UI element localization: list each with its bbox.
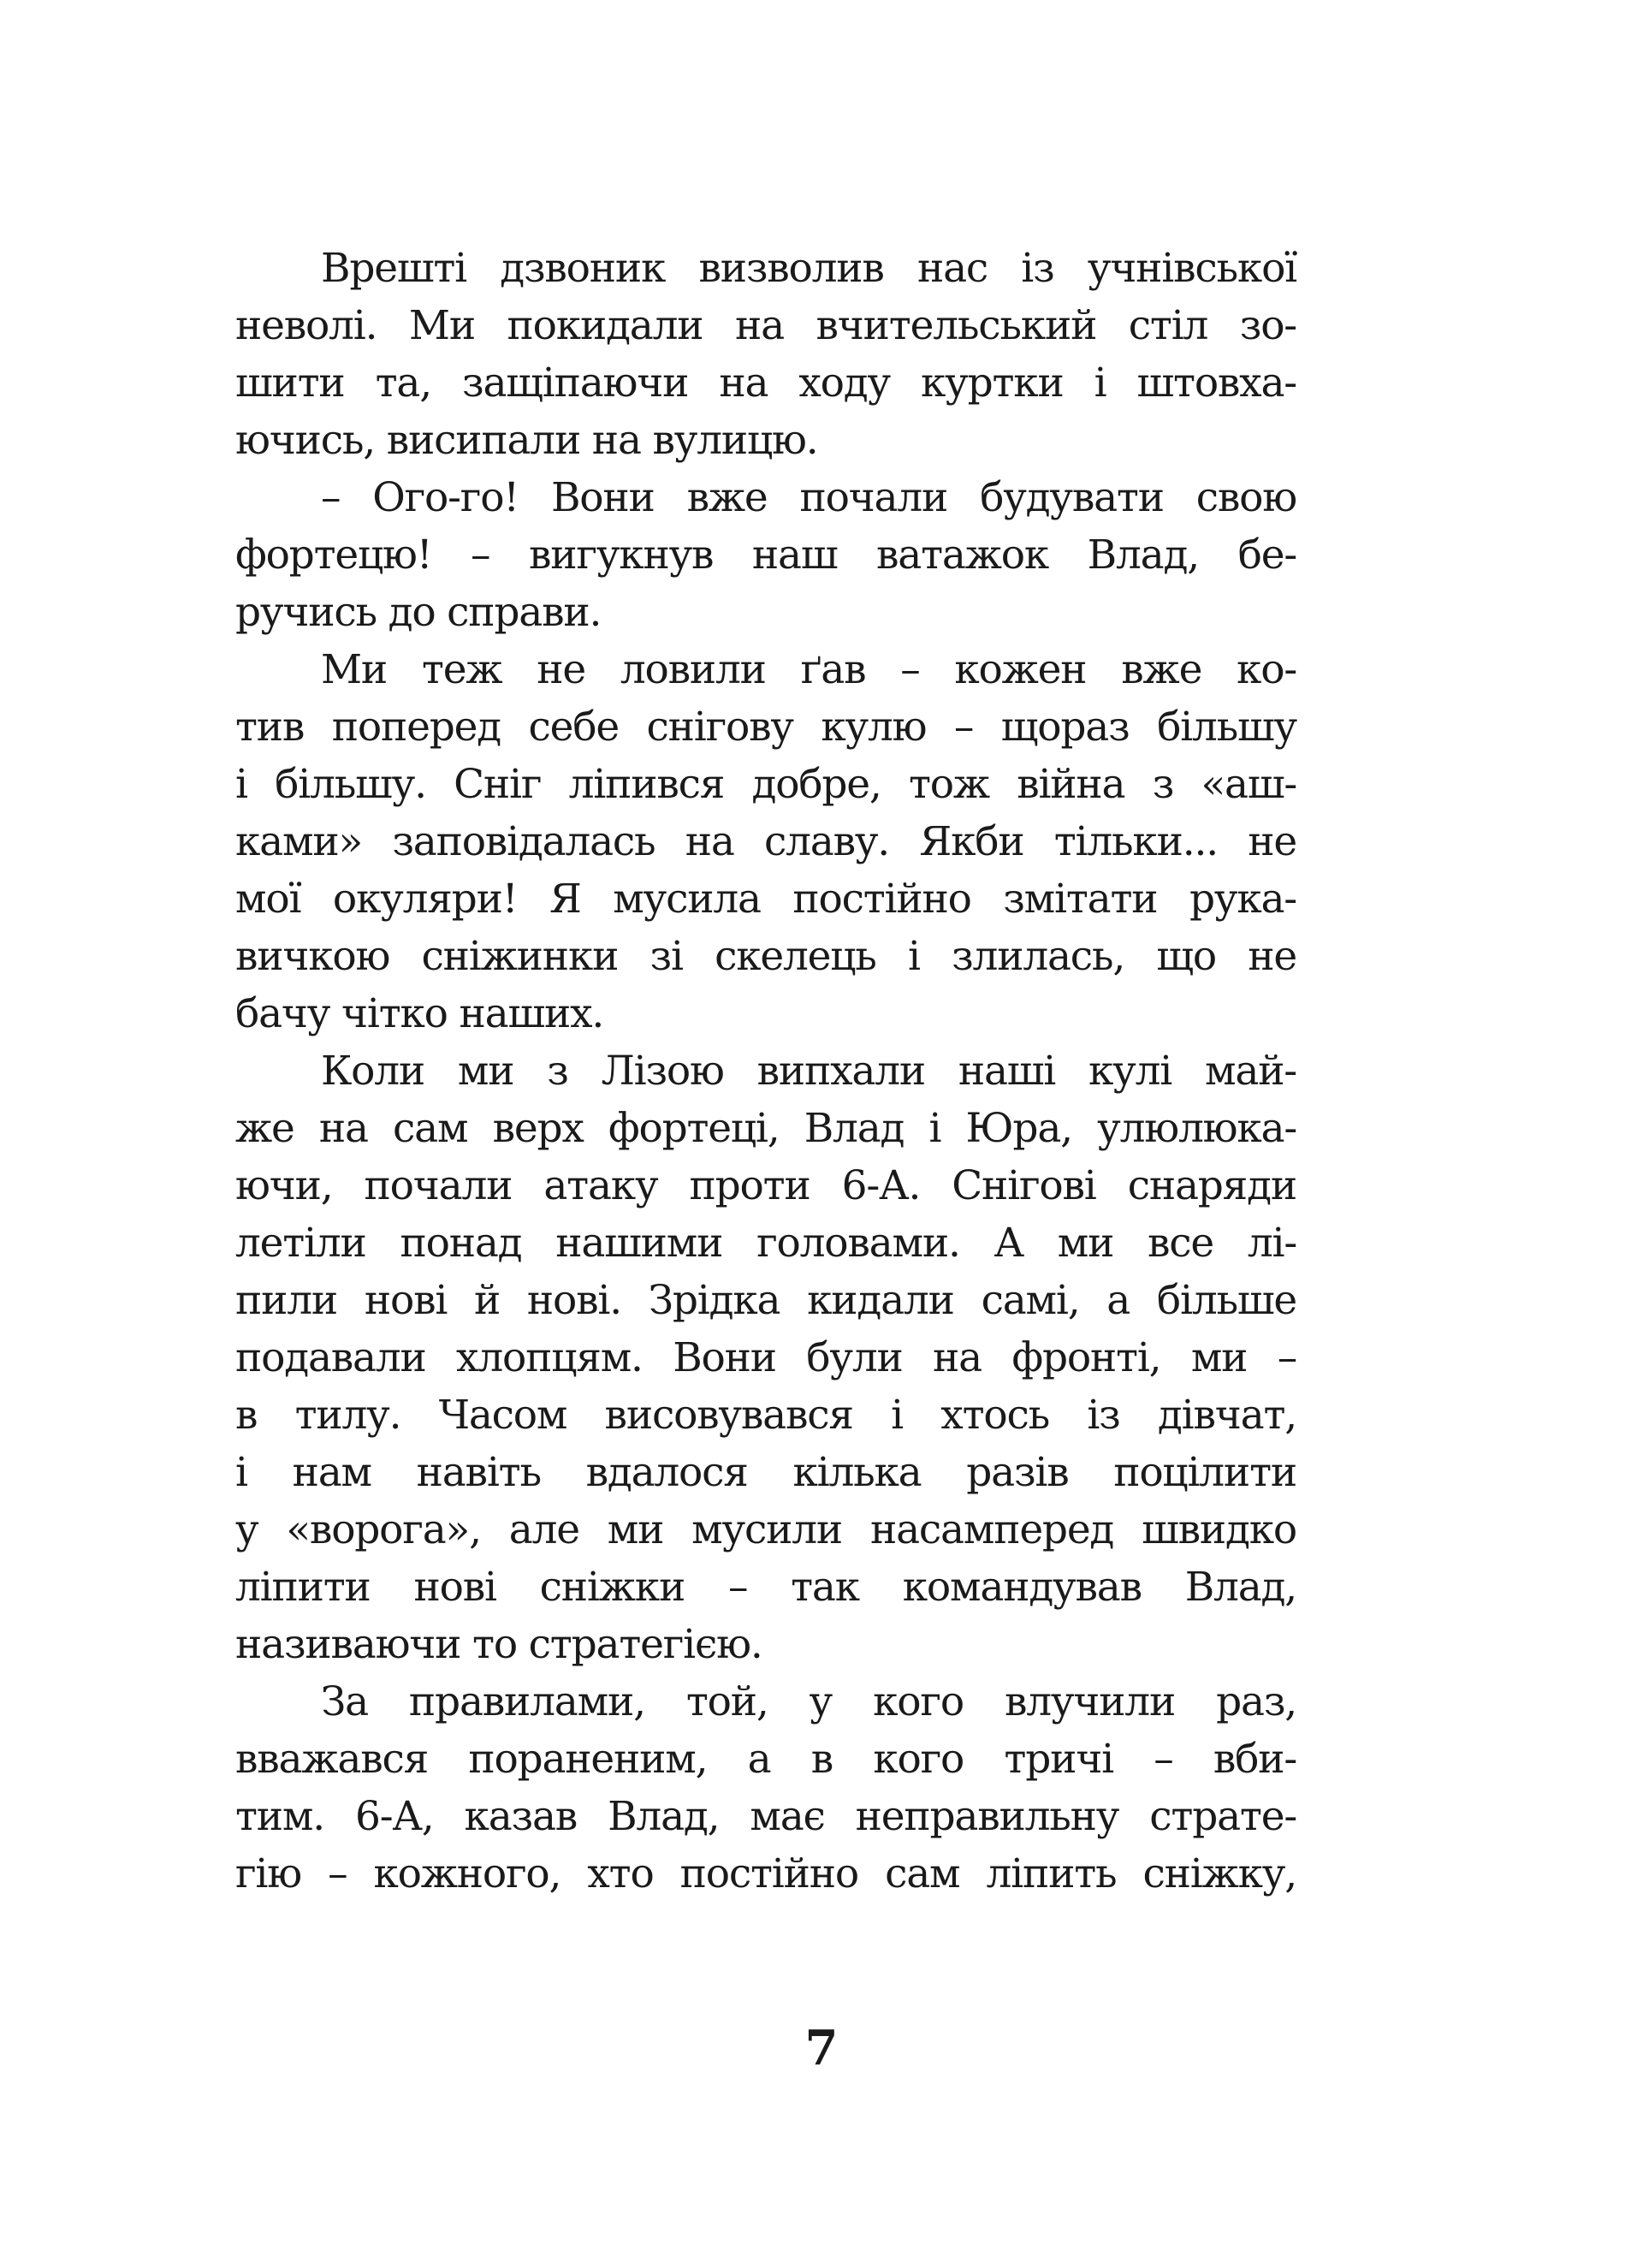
text-line: летіли понад нашими головами. А ми все лі- <box>235 1220 1296 1267</box>
text-line: пили нові й нові. Зрідка кидали самі, а більше <box>235 1277 1296 1324</box>
text-line: вважався пораненим, а в кого тричі – вби- <box>235 1736 1296 1783</box>
text-line: Врешті дзвоник визволив нас із учнівської <box>321 245 1296 292</box>
text-line: тив поперед себе снігову кулю – щораз більшу <box>235 704 1296 751</box>
text-line: гію – кожного, хто постійно сам ліпить сніжку, <box>235 1850 1296 1897</box>
text-line: і нам навіть вдалося кілька разів поцілити <box>235 1449 1296 1496</box>
paragraph <box>235 1673 1296 1903</box>
text-line: – Ого-го! Вони вже почали будувати свою <box>321 474 1296 521</box>
text-line: у «ворога», але ми мусили насамперед швидко <box>235 1506 1296 1553</box>
paragraph <box>235 469 1296 641</box>
text-line: Ми теж не ловили ґав – кожен вже ко- <box>321 646 1296 693</box>
text-line: ручись до справи. <box>235 589 602 636</box>
text-line: і більшу. Сніг ліпився добре, тож війна з «аш- <box>235 761 1296 808</box>
text-line: же на сам верх фортеці, Влад і Юра, улюлюка- <box>235 1105 1296 1152</box>
page-number: 7 <box>804 2020 839 2076</box>
text-line: Коли ми з Лізою випхали наші кулі май- <box>321 1048 1296 1095</box>
text-line: ючись, висипали на вулицю. <box>235 417 818 464</box>
paragraph <box>235 240 1296 469</box>
text-line: в тилу. Часом висовувався і хтось із дівчат, <box>235 1392 1296 1439</box>
text-line: неволі. Ми покидали на вчительський стіл зо- <box>235 302 1296 349</box>
text-line: бачу чітко наших. <box>235 990 604 1037</box>
page-body-text <box>235 240 1296 1903</box>
text-line: ючи, почали атаку проти 6-А. Снігові снаряди <box>235 1162 1296 1209</box>
text-line: подавали хлопцям. Вони були на фронті, ми – <box>235 1334 1296 1381</box>
paragraph <box>235 641 1296 1042</box>
text-line: мої окуляри! Я мусила постійно змітати рука- <box>235 876 1296 923</box>
text-line: За правилами, той, у кого влучили раз, <box>321 1678 1296 1725</box>
text-line: вичкою сніжинки зі скелець і злилась, що не <box>235 933 1296 980</box>
text-line: шити та, защіпаючи на ходу куртки і штовха- <box>235 359 1296 407</box>
text-line: тим. 6-А, казав Влад, має неправильну страте- <box>235 1793 1296 1840</box>
text-line: фортецю! – вигукнув наш ватажок Влад, бе- <box>235 531 1296 579</box>
text-line: ліпити нові сніжки – так командував Влад, <box>235 1564 1296 1611</box>
text-line: називаючи то стратегією. <box>235 1621 762 1668</box>
paragraph <box>235 1042 1296 1673</box>
text-line: ками» заповідалась на славу. Якби тільки... не <box>235 818 1296 865</box>
